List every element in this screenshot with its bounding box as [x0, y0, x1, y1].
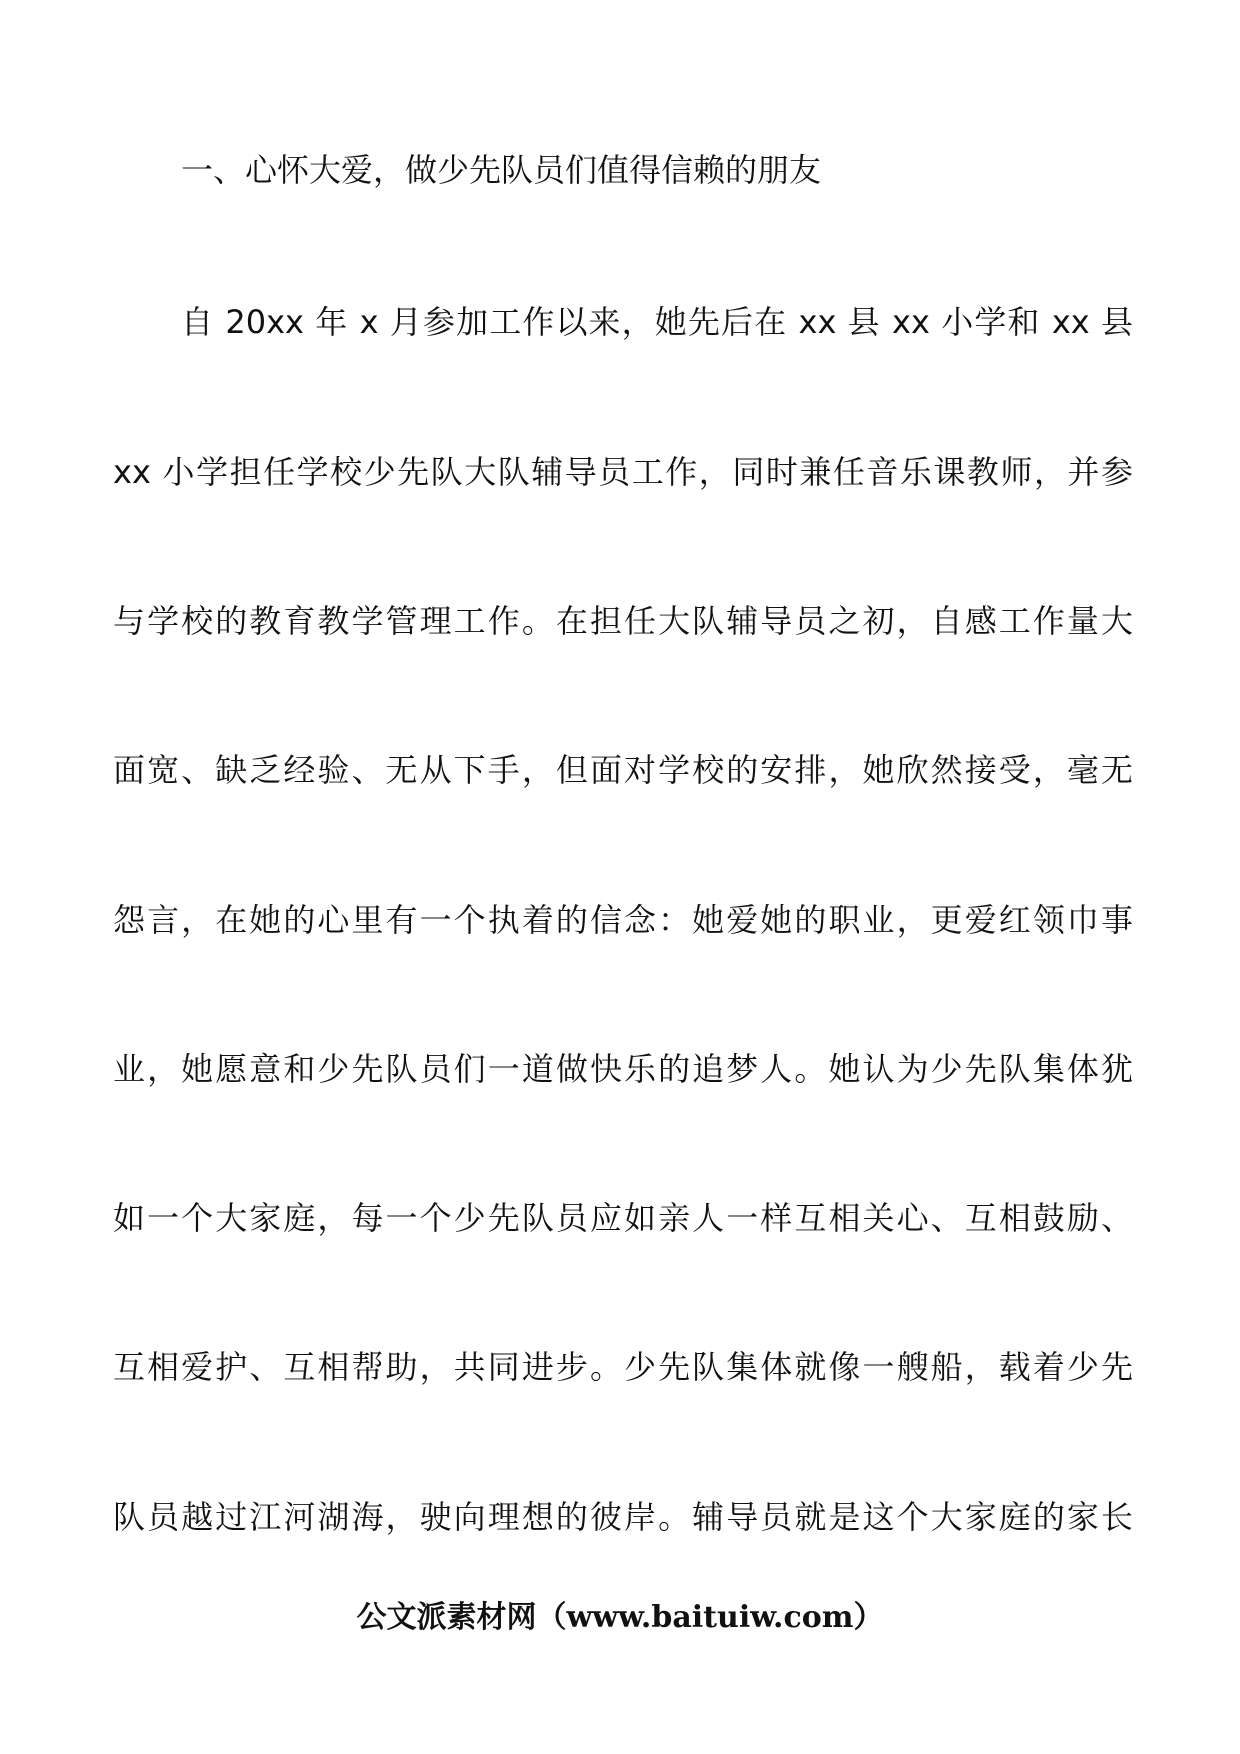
paragraph-line: 自 20xx 年 x 月参加工作以来，她先后在 xx 县 xx 小学和 xx 县: [181, 303, 1133, 341]
paragraph-line: 与学校的教育教学管理工作。在担任大队辅导员之初，自感工作量大: [113, 602, 1133, 640]
paragraph-line: 面宽、缺乏经验、无从下手，但面对学校的安排，她欣然接受，毫无: [113, 751, 1133, 789]
paragraph-line: 互相爱护、互相帮助，共同进步。少先队集体就像一艘船，载着少先: [113, 1348, 1133, 1386]
paragraph-line: 如一个大家庭，每一个少先队员应如亲人一样互相关心、互相鼓励、: [113, 1199, 1133, 1237]
paragraph-line: 怨言，在她的心里有一个执着的信念：她爱她的职业，更爱红领巾事: [113, 901, 1133, 939]
page-footer: 公文派素材网（www.baituiw.com）: [356, 1600, 884, 1635]
section-heading: 一、心怀大爱，做少先队员们值得信赖的朋友: [181, 151, 822, 189]
paragraph-line: xx 小学担任学校少先队大队辅导员工作，同时兼任音乐课教师，并参: [113, 453, 1133, 491]
paragraph-line: 队员越过江河湖海，驶向理想的彼岸。辅导员就是这个大家庭的家长: [113, 1498, 1133, 1536]
paragraph-line: 业，她愿意和少先队员们一道做快乐的追梦人。她认为少先队集体犹: [113, 1050, 1133, 1088]
